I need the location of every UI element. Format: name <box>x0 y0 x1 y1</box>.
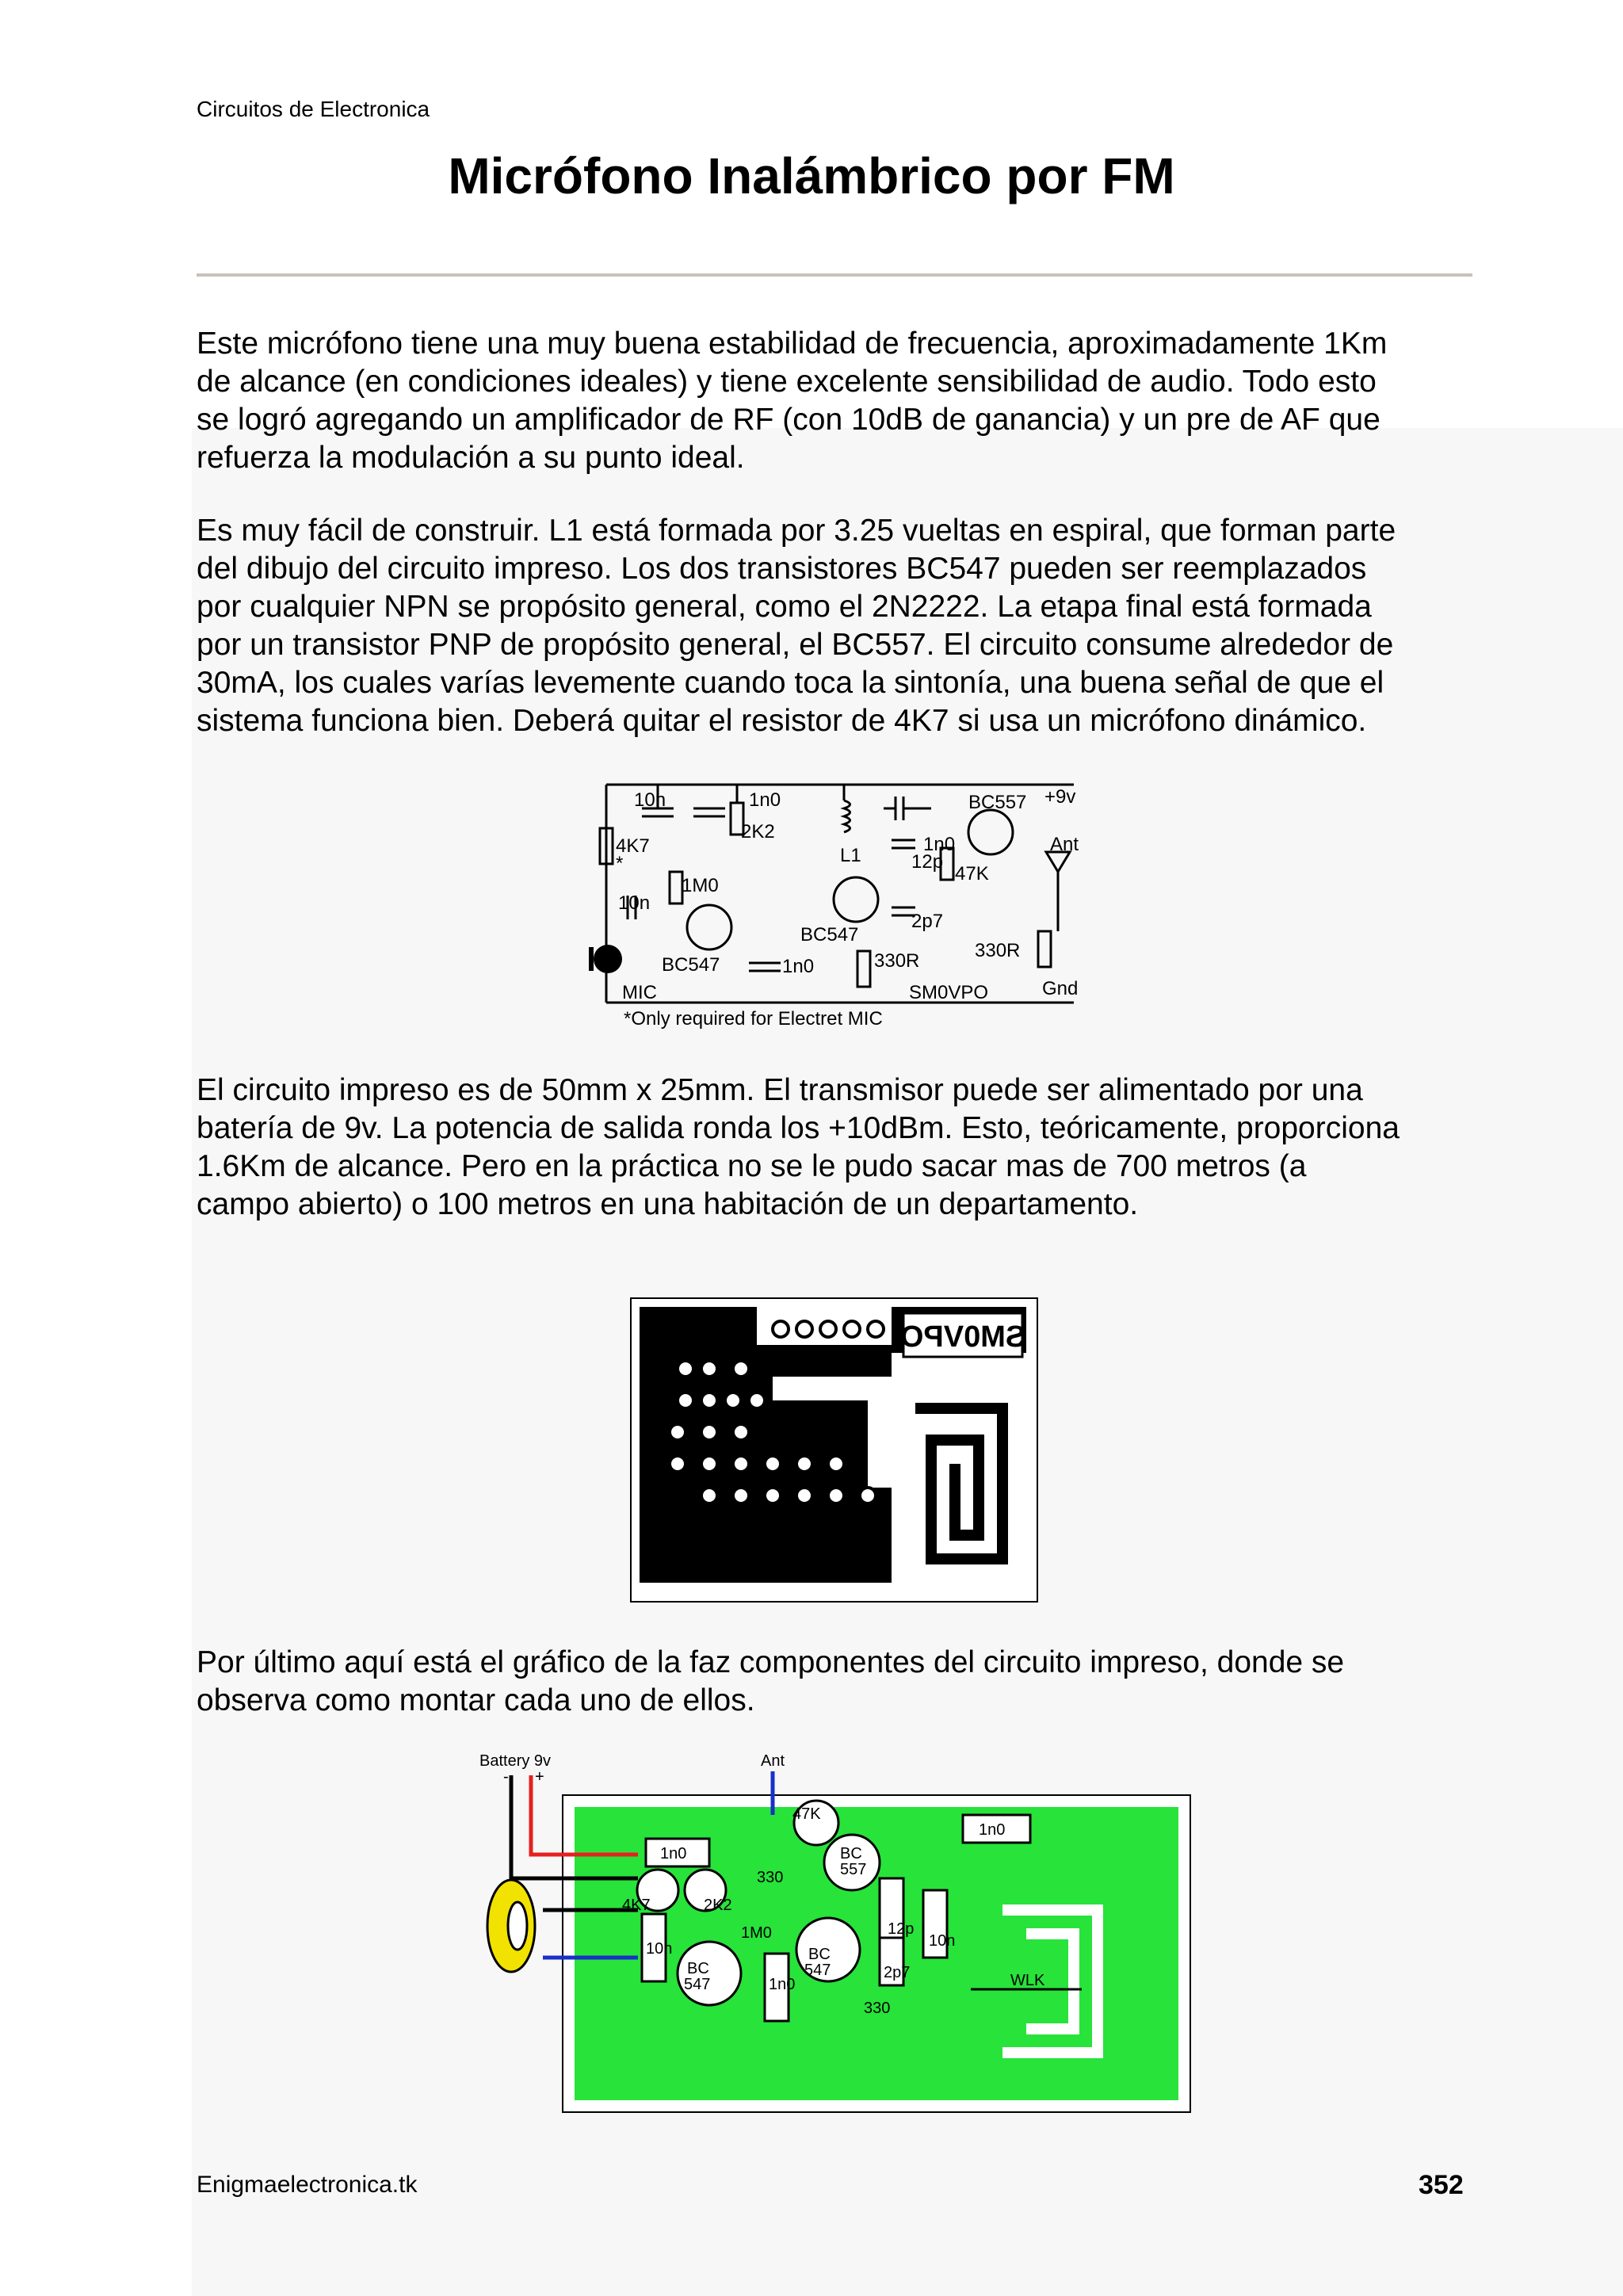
label: BC <box>840 1845 862 1862</box>
label: - <box>503 1768 509 1786</box>
footer-site: Enigmaelectronica.tk <box>197 2172 418 2198</box>
label: + <box>535 1768 544 1786</box>
pcb-label: SM0VPO <box>899 1320 1026 1354</box>
text-line: campo abierto) o 100 metros en una habitación de un departamento. <box>197 1187 1139 1221</box>
label: 1n0 <box>782 956 815 977</box>
label: WLK <box>1010 1972 1045 1989</box>
page-number: 352 <box>1419 2170 1464 2200</box>
label: Ant <box>1050 834 1079 855</box>
text-line: Por último aquí está el gráfico de la faz componentes del circuito impreso, donde se <box>197 1645 1345 1679</box>
text-line: 30mA, los cuales varías levemente cuando toca la sintonía, una buena señal de que el <box>197 666 1384 700</box>
label: +9v <box>1044 786 1076 808</box>
title-divider <box>197 273 1472 277</box>
label: 12p <box>888 1920 915 1938</box>
label: 2K2 <box>704 1897 732 1914</box>
circuit-schematic <box>582 773 1090 1034</box>
text-line: por cualquier NPN se propósito general, como el 2N2222. La etapa final está formada <box>197 590 1372 624</box>
text-line: sistema funciona bien. Deberá quitar el resistor de 4K7 si usa un micrófono dinámico. <box>197 704 1367 738</box>
text-line: El circuito impreso es de 50mm x 25mm. El transmisor puede ser alimentado por una <box>197 1073 1363 1107</box>
label: 47K <box>955 863 989 884</box>
microphone-icon <box>594 945 622 973</box>
text-line: refuerza la modulación a su punto ideal. <box>197 441 745 475</box>
label: BC <box>808 1946 831 1963</box>
label: 1n0 <box>769 1976 796 1993</box>
text-line: observa como montar cada uno de ellos. <box>197 1683 755 1717</box>
running-header: Circuitos de Electronica <box>197 97 430 121</box>
label: 12p <box>911 851 944 873</box>
label: 1n0 <box>749 789 781 811</box>
text-line: Este micrófono tiene una muy buena estabilidad de frecuencia, aproximadamente 1Km <box>197 327 1388 361</box>
label: 10n <box>634 789 666 811</box>
label: 330 <box>757 1869 784 1886</box>
label: 10n <box>646 1940 673 1958</box>
text-line: se logró agregando un amplificador de RF (con 10dB de ganancia) y un pre de AF que <box>197 403 1381 437</box>
label: 2p7 <box>911 911 944 932</box>
label: 1M0 <box>741 1924 772 1942</box>
component-layout <box>479 1752 1197 2116</box>
label: 4K7 <box>622 1897 651 1914</box>
label: L1 <box>840 845 861 866</box>
page-title: Micrófono Inalámbrico por FM <box>448 147 1175 204</box>
label: BC <box>687 1960 709 1977</box>
label: Gnd <box>1042 978 1079 999</box>
label: BC547 <box>662 954 720 976</box>
label: 547 <box>684 1976 711 1993</box>
text-line: 1.6Km de alcance. Pero en la práctica no se le pudo sacar mas de 700 metros (a <box>197 1149 1307 1183</box>
label: 4K7 <box>616 835 650 857</box>
label: BC547 <box>800 924 859 946</box>
label: 547 <box>804 1962 831 1979</box>
label: BC557 <box>968 792 1027 813</box>
label: Battery 9v <box>479 1752 552 1770</box>
label: 330R <box>874 950 920 972</box>
label: 1n0 <box>923 834 956 855</box>
text-line: Es muy fácil de construir. L1 está formada por 3.25 vueltas en espiral, que forman parte <box>197 514 1396 548</box>
paragraph-4 <box>197 1644 1496 1720</box>
schematic-note: *Only required for Electret MIC <box>624 1008 883 1030</box>
text-line: del dibujo del circuito impreso. Los dos transistores BC547 pueden ser reemplazados <box>197 552 1367 586</box>
label: 10n <box>618 892 651 914</box>
label: 330 <box>864 2000 891 2017</box>
microphone-icon <box>487 1880 535 1972</box>
label: 1n0 <box>660 1845 687 1862</box>
label: MIC <box>622 982 657 1003</box>
label: 2p7 <box>884 1964 911 1981</box>
label: * <box>616 853 624 874</box>
label: 2K2 <box>741 821 775 842</box>
label: 330R <box>975 940 1021 961</box>
text-line: batería de 9v. La potencia de salida ronda los +10dBm. Esto, teóricamente, proporciona <box>197 1111 1400 1145</box>
pcb-copper-layout <box>630 1297 1038 1603</box>
label: 10n <box>929 1932 956 1950</box>
label: Ant <box>761 1752 785 1770</box>
text-line: de alcance (en condiciones ideales) y tiene excelente sensibilidad de audio. Todo esto <box>197 365 1377 399</box>
paragraph-1 <box>197 325 1496 477</box>
label: 1n0 <box>979 1821 1006 1839</box>
text-line: por un transistor PNP de propósito general, el BC557. El circuito consume alrededor de <box>197 628 1394 662</box>
paragraph-3 <box>197 1072 1496 1224</box>
label: SM0VPO <box>909 982 989 1003</box>
label: 1M0 <box>682 875 719 896</box>
paragraph-2 <box>197 512 1496 740</box>
label: 47K <box>792 1805 821 1823</box>
label: 557 <box>840 1861 867 1878</box>
